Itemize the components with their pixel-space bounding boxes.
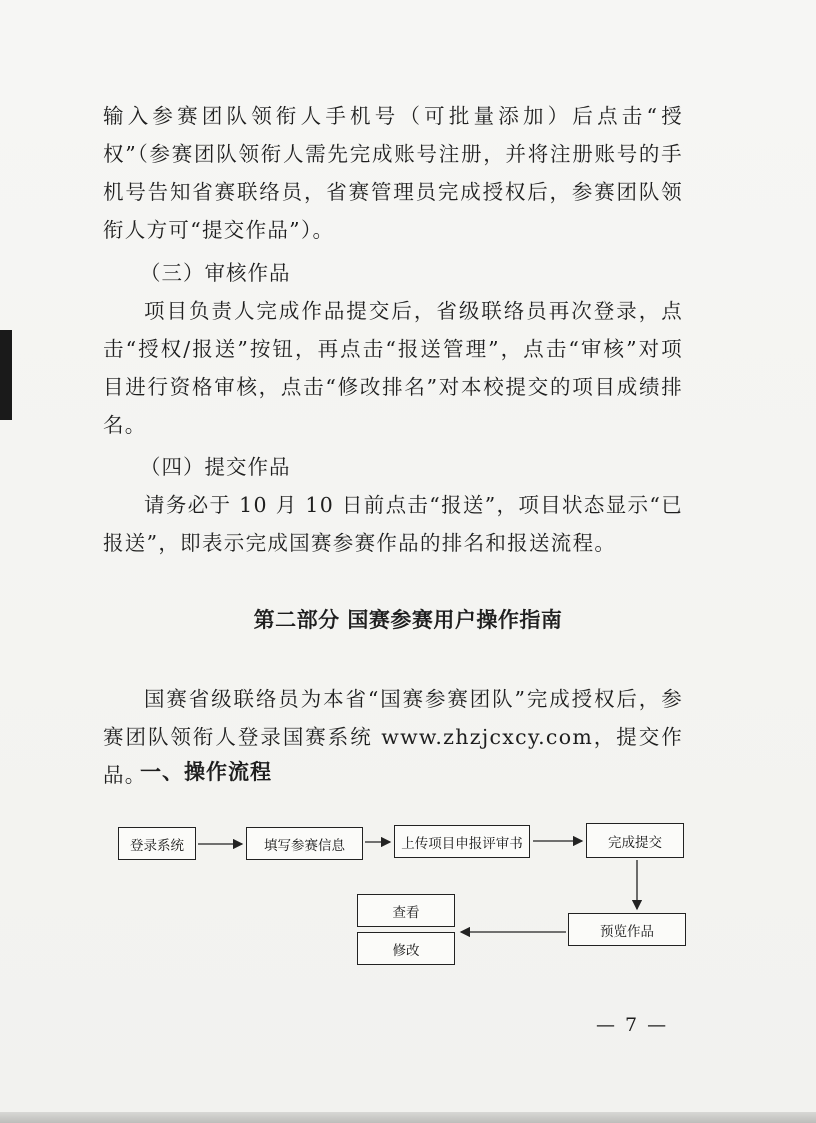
- flow-label-fill-info: 填写参赛信息: [264, 837, 345, 854]
- flow-box-preview: [568, 913, 686, 946]
- flow-box-fill-info: [246, 827, 363, 860]
- flow-label-view: 查看: [392, 904, 420, 921]
- flow-label-complete: 完成提交: [608, 834, 662, 851]
- scan-edge-mark: [0, 330, 12, 420]
- flow-box-view: [357, 894, 455, 927]
- flow-label-preview: 预览作品: [600, 923, 654, 940]
- part-title: 第二部分 国赛参赛用户操作指南: [253, 608, 563, 632]
- flow-box-login: [118, 827, 196, 860]
- page-number: — 7 —: [596, 1014, 669, 1036]
- flow-label-modify: 修改: [392, 942, 420, 959]
- flow-box-complete: [586, 823, 684, 858]
- flow-label-upload: 上传项目申报评审书: [401, 835, 523, 852]
- flow-box-upload: [394, 825, 530, 858]
- section-title-process: 一、操作流程: [140, 760, 272, 784]
- flow-box-modify: [357, 932, 455, 965]
- paragraph-submit: 请务必于 10 月 10 日前点击“报送”，项目状态显示“已报送”，即表示完成国赛参赛作品的排名和报送流程。: [103, 493, 683, 555]
- scan-bottom-edge: [0, 1112, 816, 1123]
- paragraph-national-intro: 国赛省级联络员为本省“国赛参赛团队”完成授权后，参赛团队领衔人登录国赛系统 www.zhzjcxcy.com，提交作品。: [103, 687, 683, 787]
- paragraph-authorization: 输入参赛团队领衔人手机号（可批量添加）后点击“授权”（参赛团队领衔人需先完成账号注册，并将注册账号的手机号告知省赛联络员，省赛管理员完成授权后，参赛团队领衔人方可“提交作品”）。: [103, 104, 683, 242]
- flow-label-login: 登录系统: [130, 837, 184, 854]
- heading-review-works: （三）审核作品: [140, 261, 291, 285]
- heading-submit-works: （四）提交作品: [140, 455, 291, 479]
- paragraph-review: 项目负责人完成作品提交后，省级联络员再次登录，点击“授权/报送”按钮，再点击“报送管理”，点击“审核”对项目进行资格审核，点击“修改排名”对本校提交的项目成绩排名。: [103, 299, 683, 437]
